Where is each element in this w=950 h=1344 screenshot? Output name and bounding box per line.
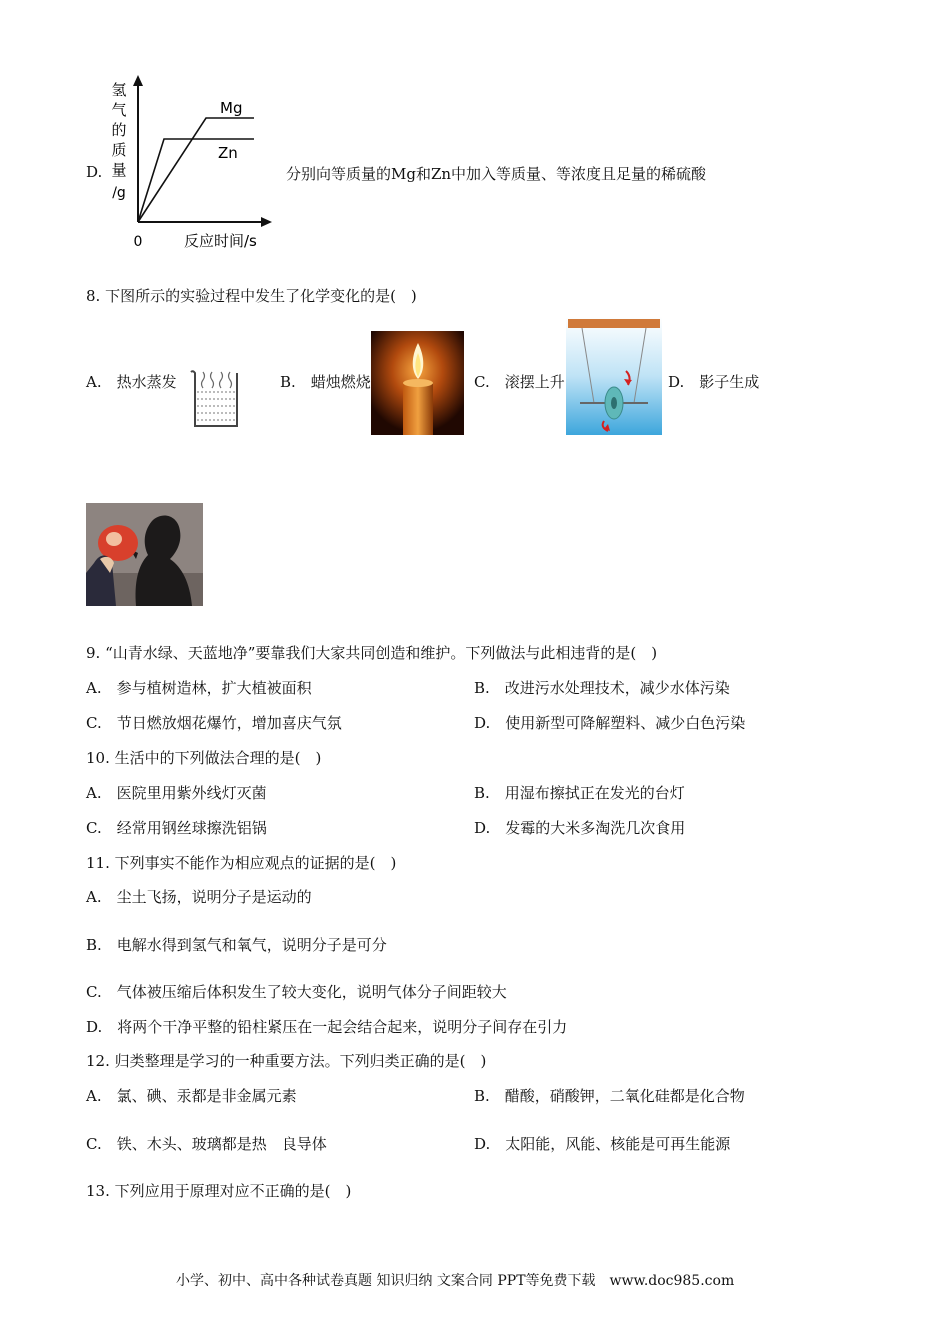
graph-ylabel-char: /g — [112, 185, 126, 201]
graph-ylabel-char: 氢 — [111, 81, 127, 99]
rolling-pendulum-photo — [566, 317, 662, 435]
graph-xlabel: 反应时间/s — [184, 232, 257, 250]
graph-origin: 0 — [133, 234, 143, 250]
graph-label-zn: Zn — [218, 144, 238, 162]
burning-candle-photo — [371, 331, 464, 435]
q9-option-d: D. 使用新型可降解塑料、减少白色污染 — [474, 714, 746, 732]
q7-option-d-label: D. — [86, 163, 103, 181]
page-footer: 小学、初中、高中各种试卷真题 知识归纳 文案合同 PPT等免费下载 www.doc985.com — [176, 1273, 735, 1289]
q8-stem: 8. 下图所示的实验过程中发生了化学变化的是( ) — [86, 287, 417, 305]
q11-stem: 11. 下列事实不能作为相应观点的证据的是( ) — [86, 854, 397, 872]
graph-ylabel-char: 量 — [111, 161, 127, 179]
graph-ylabel-char: 质 — [111, 141, 127, 159]
q8-option-c: C. 滚摆上升 — [474, 373, 565, 391]
graph-ylabel-char: 的 — [111, 121, 127, 139]
q9-option-a: A. 参与植树造林，扩大植被面积 — [86, 679, 312, 697]
q9-option-c: C. 节日燃放烟花爆竹，增加喜庆气氛 — [86, 714, 342, 732]
shadow-puppet-photo — [86, 503, 203, 606]
q11-option-a: A. 尘土飞扬，说明分子是运动的 — [86, 888, 312, 906]
q10-stem: 10. 生活中的下列做法合理的是( ) — [86, 749, 322, 767]
graph-x-arrow — [261, 217, 272, 227]
q12-option-c: C. 铁、木头、玻璃都是热 良导体 — [86, 1135, 327, 1153]
q7-option-d-text: 分别向等质量的Mg和Zn中加入等质量、等浓度且足量的稀硫酸 — [286, 165, 707, 183]
q8-option-d: D. 影子生成 — [668, 373, 760, 391]
beaker-steam-icon — [185, 366, 243, 432]
q9-stem: 9. “山青水绿、天蓝地净”要靠我们大家共同创造和维护。下列做法与此相违背的是( ) — [86, 644, 658, 662]
q8-option-a: A. 热水蒸发 — [86, 373, 177, 391]
q12-stem: 12. 归类整理是学习的一种重要方法。下列归类正确的是( ) — [86, 1052, 487, 1070]
q10-option-c: C. 经常用钢丝球擦洗铝锅 — [86, 819, 267, 837]
q13-stem: 13. 下列应用于原理对应不正确的是( ) — [86, 1182, 352, 1200]
hydrogen-mass-graph — [104, 72, 280, 254]
q12-option-b: B. 醋酸，硝酸钾，二氧化硅都是化合物 — [474, 1087, 745, 1105]
q11-option-b: B. 电解水得到氢气和氧气，说明分子是可分 — [86, 936, 387, 954]
q11-option-d: D. 将两个干净平整的铅柱紧压在一起会结合起来，说明分子间存在引力 — [86, 1018, 568, 1036]
q8-option-b: B. 蜡烛燃烧 — [280, 373, 371, 391]
q12-option-a: A. 氯、碘、汞都是非金属元素 — [86, 1087, 297, 1105]
q11-option-c: C. 气体被压缩后体积发生了较大变化，说明气体分子间距较大 — [86, 983, 507, 1001]
graph-line-mg — [138, 118, 254, 222]
q10-option-b: B. 用湿布擦拭正在发光的台灯 — [474, 784, 685, 802]
q12-option-d: D. 太阳能，风能、核能是可再生能源 — [474, 1135, 731, 1153]
graph-ylabel-char: 气 — [111, 101, 127, 119]
q10-option-d: D. 发霉的大米多淘洗几次食用 — [474, 819, 686, 837]
q9-option-b: B. 改进污水处理技术，减少水体污染 — [474, 679, 730, 697]
graph-y-arrow — [133, 75, 143, 86]
graph-label-mg: Mg — [220, 99, 243, 117]
q10-option-a: A. 医院里用紫外线灯灭菌 — [86, 784, 267, 802]
